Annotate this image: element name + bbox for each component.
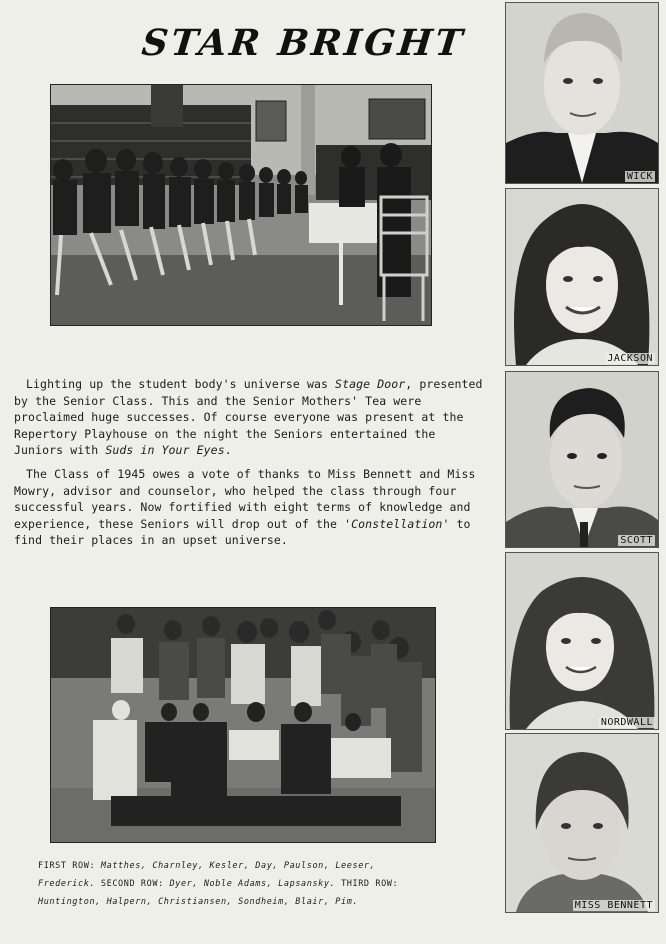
constellation-title: 'Constellation' <box>344 516 450 531</box>
portrait-name-label: WICK <box>626 171 653 182</box>
paragraph-events-text-1: Lighting up the student body's universe was <box>26 377 336 391</box>
portrait-miss-bennett <box>505 733 659 913</box>
paragraph-thanks-text-2: to find their places in an upset universe. <box>14 516 471 547</box>
play-title-suds: Suds in Your Eyes <box>105 443 225 457</box>
caption-first-row-label: FIRST ROW: <box>38 861 96 871</box>
caption-third-row-names: Huntington, Halpern, Christiansen, Sondheim, Blair, Pim. <box>38 897 359 907</box>
portrait-jackson <box>505 188 659 366</box>
portrait-name-label: MISS BENNETT <box>574 900 653 911</box>
portrait-name-label: NORDWALL <box>600 717 653 728</box>
paragraph-events-text-2: , presented by the Senior Class. This and the Senior Mothers' Tea were proclaimed huge successes. Of course everyone was present at the Repertory Playhouse on the night the Seniors entertained the Juniors with <box>14 377 483 457</box>
senior-class-group-photo <box>50 607 436 843</box>
portrait-name-label: SCOTT <box>620 535 653 546</box>
caption-first-row-names: Matthes, Charnley, Kesler, Day, Paulson, Leeser, Frederick. <box>38 861 376 889</box>
caption-second-row-label: SECOND ROW: <box>100 879 164 889</box>
group-photo-caption <box>38 857 438 911</box>
paragraph-thanks-text-1: The Class of 1945 owes a vote of thanks to Miss Bennett and Miss Mowry, advisor and counselor, who helped the class through four successful years. Now fortified with eight terms of knowledge and experience, these Seniors will drop out of the <box>14 467 476 531</box>
portrait-scott <box>505 371 659 548</box>
caption-second-row-names: Dyer, Noble Adams, Lapsansky. <box>169 879 336 889</box>
library-tea-photo <box>50 84 432 326</box>
paragraph-events <box>14 376 484 459</box>
page-title: STAR BRIGHT <box>139 22 468 64</box>
play-title-stage-door: Stage Door <box>335 377 406 391</box>
caption-third-row-label: THIRD ROW: <box>341 879 399 889</box>
portrait-wick <box>505 2 659 184</box>
paragraph-thanks <box>14 466 484 549</box>
paragraph-events-text-3: . <box>224 443 232 457</box>
portrait-name-label: JACKSON <box>607 353 653 364</box>
portrait-nordwall <box>505 552 659 730</box>
